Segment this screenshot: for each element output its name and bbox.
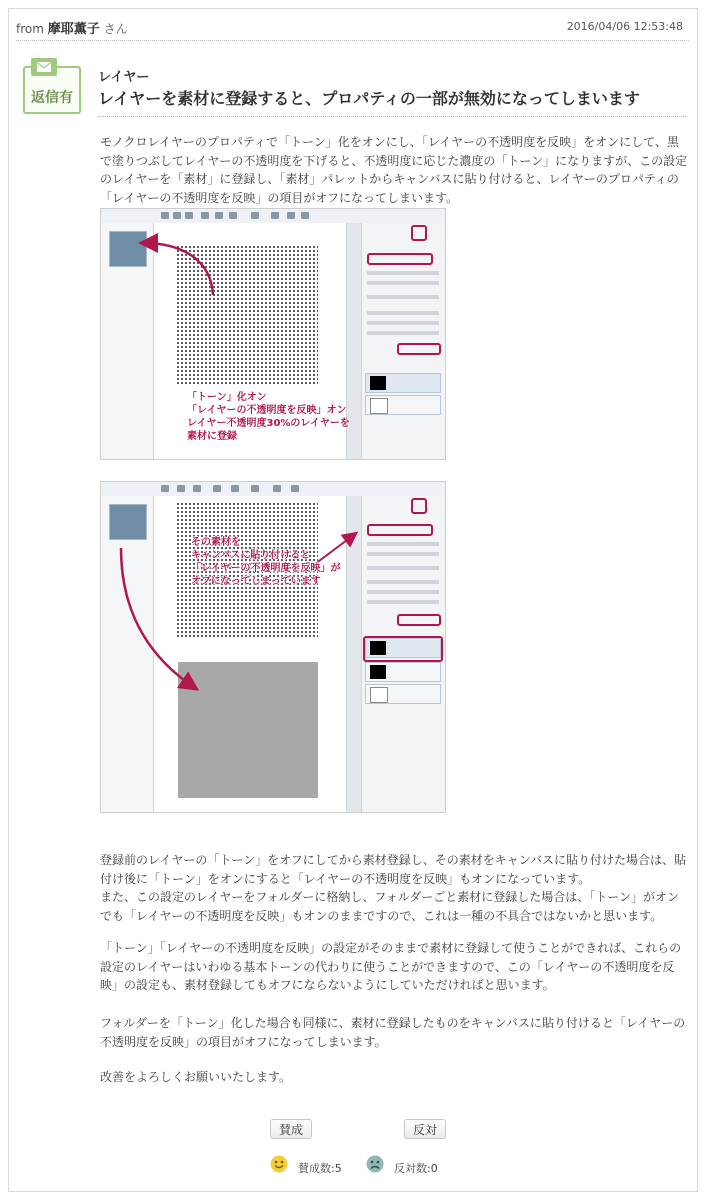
author-name[interactable]: 摩耶薫子 — [47, 22, 100, 37]
post-category[interactable]: レイヤー — [98, 70, 150, 85]
post-paragraph-5: 改善をよろしくお願いいたします。 — [100, 1070, 292, 1084]
from-prefix: from — [16, 22, 44, 36]
post-paragraph-4: フォルダーを「トーン」化した場合も同様に、素材に登録したものをキャンバスに貼り付けると「レイヤーの不透明度を反映」の項目がオフになってしまいます。 — [100, 1016, 686, 1049]
author-line — [16, 18, 128, 37]
agree-button[interactable]: 賛成 — [270, 1119, 312, 1139]
post-paragraph-1: モノクロレイヤーのプロパティで「トーン」化をオンにし、「レイヤーの不透明度を反映」をオンにして、黒で塗りつぶしてレイヤーの不透明度を下げると、不透明度に応じた濃度の「トーン」になりますが、この設定のレイヤーを「素材」に登録し、「素材」パレットからキャンバスに貼り付けると、レイヤーのプロパティの「レイヤーの不透明度を反映」の項目がオフになってしまいます。 — [100, 135, 688, 205]
annotation-after: その素材を キャンバスに貼り付けると 「レイヤーの不透明度を反映」が オフになってしまっています — [191, 537, 341, 587]
smile-face-icon — [270, 1155, 288, 1173]
screenshot-after — [100, 481, 446, 813]
disagree-count: 反対数:0 — [394, 1162, 438, 1175]
author-honorific: さん — [103, 22, 128, 36]
title-divider — [98, 116, 686, 117]
drag-arrow-2 — [101, 482, 445, 812]
agree-count: 賛成数:5 — [298, 1162, 342, 1175]
reply-badge — [23, 66, 81, 114]
post-date: 2016/04/06 12:53:48 — [566, 20, 683, 33]
sad-face-icon — [366, 1155, 384, 1173]
annotation-before: 「トーン」化オン 「レイヤーの不透明度を反映」オン レイヤー不透明度30%のレイヤーを 素材に登録 — [187, 392, 350, 442]
screenshot-before — [100, 208, 446, 460]
reply-badge-label: 返信有 — [31, 90, 73, 106]
post-paragraph-2: 登録前のレイヤーの「トーン」をオフにしてから素材登録し、その素材をキャンバスに貼り付けた場合は、貼付け後に「トーン」をオンにすると「レイヤーの不透明度を反映」もオンになっています。 また、この設定のレイヤーをフォルダーに格納し、フォルダーごと素材に登録した場合は、「トーン」がオンでも「レイヤーの不透明度を反映」もオンのままですので、これは一種の不具合ではないかと思います。 — [100, 853, 686, 923]
disagree-button[interactable]: 反対 — [404, 1119, 446, 1139]
post-title: レイヤーを素材に登録すると、プロパティの一部が無効になってしまいます — [98, 89, 640, 108]
post-paragraph-3: 「トーン」「レイヤーの不透明度を反映」の設定がそのままで素材に登録して使うことができれば、これらの設定のレイヤーはいわゆる基本トーンの代わりに使うことができますので、この「レイヤーの不透明度を反映」の設定も、素材登録してもオフにならないようにしていただければと思います。 — [100, 941, 682, 992]
post-header — [16, 16, 689, 41]
envelope-icon — [31, 58, 57, 76]
